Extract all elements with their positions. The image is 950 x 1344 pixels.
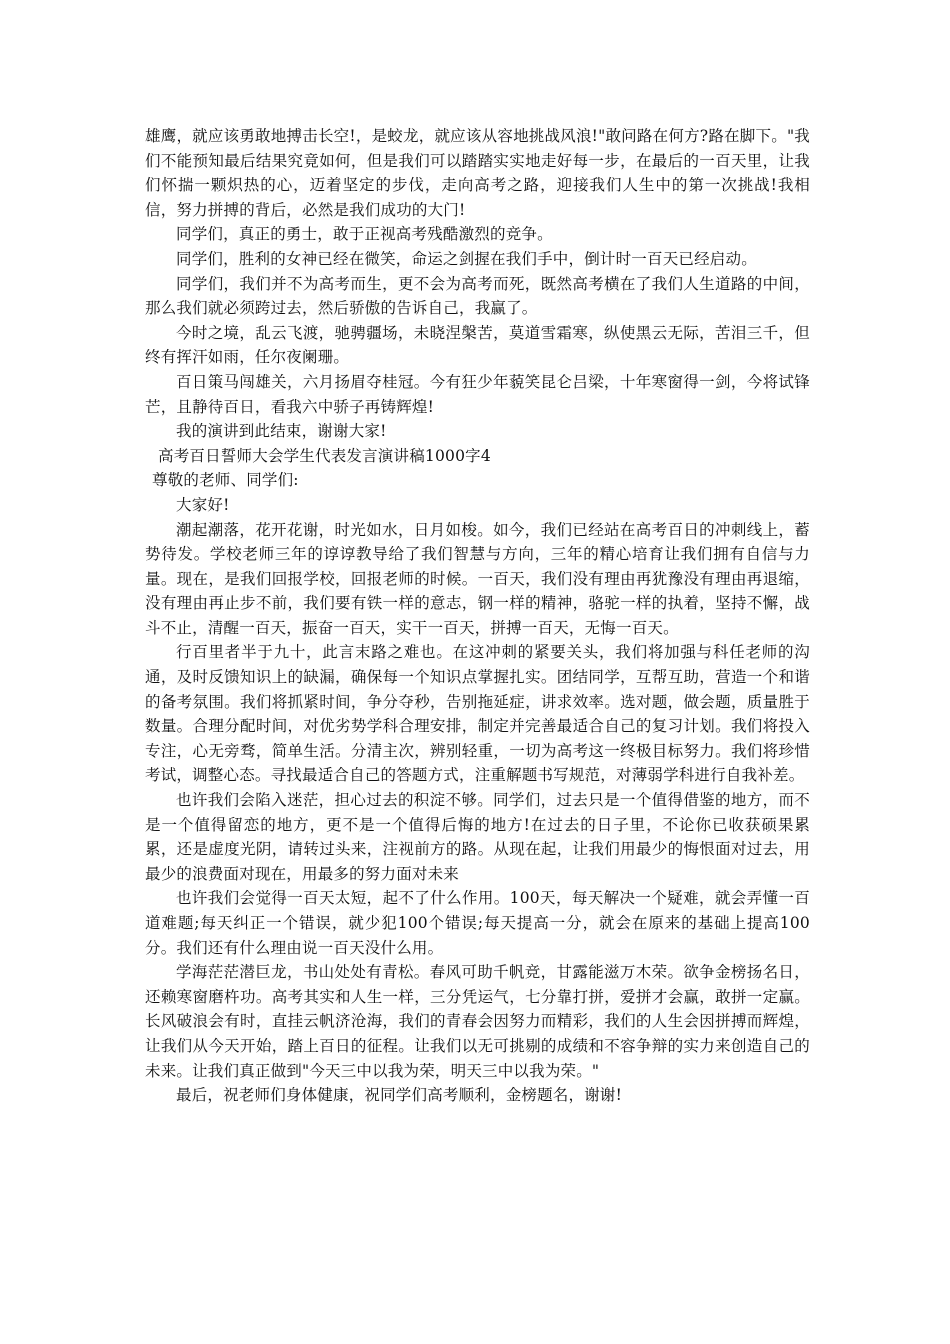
paragraph: 同学们，真正的勇士，敢于正视高考残酷激烈的竞争。 [176, 225, 553, 244]
paragraph: 今时之境，乱云飞渡，驰骋疆场，未晓涅槃苦，莫道雪霜寒，纵使黑云无际，苦泪三千，但终有挥汗如雨，任尔夜阑珊。 [145, 323, 810, 367]
document-body [145, 124, 810, 1108]
greeting: 大家好! [176, 495, 230, 514]
paragraph: 潮起潮落，花开花谢，时光如水，日月如梭。如今，我们已经站在高考百日的冲刺线上，蓄势待发。学校老师三年的谆谆教导给了我们智慧与方向，三年的精心培育让我们拥有自信与力量。现在，是我们回报学校，回报老师的时候。一百天，我们没有理由再犹豫没有理由再退缩，没有理由再止步不前，我们要有铁一样的意志，钢一样的精神，骆驼一样的执着，坚持不懈，战斗不止，清醒一百天，振奋一百天，实干一百天，拼搏一百天，无悔一百天。 [145, 520, 810, 637]
paragraph: 也许我们会陷入迷茫，担心过去的积淀不够。同学们，过去只是一个值得借鉴的地方，而不是一个值得留恋的地方，更不是一个值得后悔的地方!在过去的日子里，不论你已收获硕果累累，还是虚度光阴，请转过头来，注视前方的路。从现在起，让我们用最少的悔恨面对过去，用最少的浪费面对现在，用最多的努力面对未来 [145, 791, 810, 883]
paragraph: 行百里者半于九十，此言末路之难也。在这冲刺的紧要关头，我们将加强与科任老师的沟通，及时反馈知识上的缺漏，确保每一个知识点掌握扎实。团结同学，互帮互助，营造一个和谐的备考氛围。我们将抓紧时间，争分夺秒，告别拖延症，讲求效率。选对题，做会题，质量胜于数量。合理分配时间，对优劣势学科合理安排，制定并完善最适合自己的复习计划。我们将投入专注，心无旁骛，简单生活。分清主次，辨别轻重，一切为高考这一终极目标努力。我们将珍惜考试，调整心态。寻找最适合自己的答题方式，注重解题书写规范，对薄弱学科进行自我补差。 [145, 643, 810, 785]
paragraph: 学海茫茫潜巨龙，书山处处有青松。春风可助千帆竞，甘露能滋万木荣。欲争金榜扬名日，还赖寒窗磨杵功。高考其实和人生一样，三分凭运气，七分靠打拼，爱拼才会赢，敢拼一定赢。长风破浪会有时，直挂云帆济沧海，我们的青春会因努力而精彩，我们的人生会因拼搏而辉煌，让我们从今天开始，踏上百日的征程。让我们以无可挑剔的成绩和不容争辩的实力来创造自己的未来。让我们真正做到"今天三中以我为荣，明天三中以我为荣。" [145, 963, 810, 1080]
paragraph: 同学们，胜利的女神已经在微笑，命运之剑握在我们手中，倒计时一百天已经启动。 [176, 249, 757, 268]
salutation: 尊敬的老师、同学们: [152, 471, 299, 490]
paragraph: 也许我们会觉得一百天太短，起不了什么作用。100天，每天解决一个疑难，就会弄懂一百道难题;每天纠正一个错误，就少犯100个错误;每天提高一分，就会在原来的基础上提高100分。我们还有什么理由说一百天没什么用。 [145, 889, 810, 957]
paragraph: 同学们，我们并不为高考而生，更不会为高考而死，既然高考横在了我们人生道路的中间，那么我们就必须跨过去，然后骄傲的告诉自己，我赢了。 [145, 274, 810, 318]
paragraph: 我的演讲到此结束，谢谢大家! [176, 422, 387, 441]
closing-paragraph: 最后，祝老师们身体健康，祝同学们高考顺利，金榜题名，谢谢! [176, 1086, 623, 1105]
paragraph: 百日策马闯雄关，六月扬眉夺桂冠。今有狂少年藐笑昆仑吕梁，十年寒窗得一剑，今将试锋芒，且静待百日，看我六中骄子再铸辉煌! [145, 372, 810, 416]
section-heading: 高考百日誓师大会学生代表发言演讲稿1000字4 [158, 446, 491, 465]
paragraph: 雄鹰，就应该勇敢地搏击长空!，是蛟龙，就应该从容地挑战风浪!"敢问路在何方?路在脚下。"我们不能预知最后结果究竟如何，但是我们可以踏踏实实地走好每一步，在最后的一百天里，让我们怀揣一颗炽热的心，迈着坚定的步伐，走向高考之路，迎接我们人生中的第一次挑战!我相信，努力拼搏的背后，必然是我们成功的大门! [145, 127, 810, 219]
